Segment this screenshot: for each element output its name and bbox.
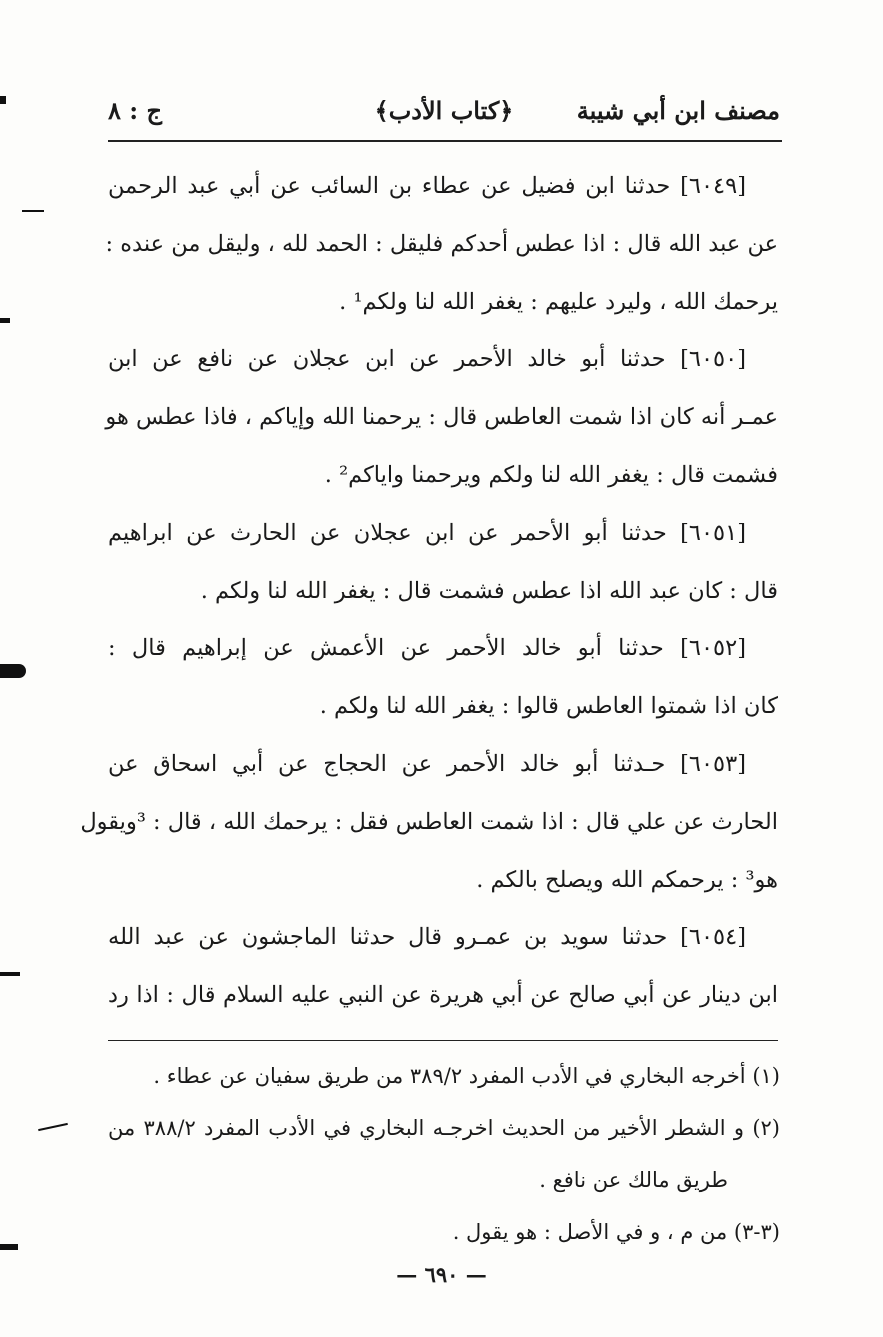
text-line: [٦٠٤٩] حدثنا ابن فضيل عن عطاء بن السائب عن أبي عبد الرحمن	[108, 173, 746, 199]
text-line: فشمت قال : يغفر الله لنا ولكم ويرحمنا واياكم² .	[324, 461, 778, 488]
footnote-line: (٣-٣) من م ، و في الأصل : هو يقول .	[452, 1220, 780, 1244]
text-line: ابن دينار عن أبي صالح عن أبي هريرة عن النبي عليه السلام قال : اذا رد	[108, 982, 778, 1009]
scan-mark	[0, 318, 10, 323]
book-title: مصنف ابن أبي شيبة	[576, 96, 780, 125]
text-line: [٦٠٥٣] حـدثنا أبو خالد الأحمر عن الحجاج عن أبي اسحاق عن	[108, 750, 746, 777]
text-line: هو³ : يرحمكم الله ويصلح بالكم .	[476, 866, 778, 893]
scan-mark	[22, 210, 44, 212]
scan-mark	[38, 1123, 68, 1131]
footnotes	[108, 1050, 780, 1258]
text-line: [٦٠٥٢] حدثنا أبو خالد الأحمر عن الأعمش عن إبراهيم قال :	[108, 635, 746, 662]
running-header	[108, 92, 780, 138]
footnote-line: طريق مالك عن نافع .	[539, 1168, 728, 1192]
footnote-line: (١) أخرجه البخاري في الأدب المفرد ٣٨٩/٢ من طريق سفيان عن عطاء .	[153, 1064, 780, 1088]
text-line: يرحمك الله ، وليرد عليهم : يغفر الله لنا ولكم¹ .	[339, 288, 778, 315]
page-number: — ٦٩٠ —	[396, 1262, 487, 1287]
main-text	[80, 158, 778, 1025]
scan-mark	[0, 972, 20, 976]
text-line: [٦٠٥٤] حدثنا سويد بن عمـرو قال حدثنا الماجشون عن عبد الله	[108, 924, 746, 951]
footnote-line: (٢) و الشطر الأخير من الحديث اخرجـه البخاري في الأدب المفرد ٣٨٨/٢ من	[108, 1116, 780, 1140]
footnote-rule	[108, 1040, 778, 1041]
header-rule	[108, 140, 782, 142]
text-line: الحارث عن علي قال : اذا شمت العاطس فقل : يرحمك الله ، قال : ³ويقول	[80, 808, 778, 835]
volume-number: ج : ٨	[108, 96, 162, 125]
text-line: عمـر أنه كان اذا شمت العاطس قال : يرحمنا الله وإياكم ، فاذا عطس هو	[105, 404, 778, 431]
chapter-title: ﴿كتاب الأدب﴾	[374, 96, 514, 125]
text-line: عن عبد الله قال : اذا عطس أحدكم فليقل : الحمد لله ، وليقل من عنده :	[105, 230, 778, 257]
scan-mark	[0, 1244, 18, 1250]
text-line: كان اذا شمتوا العاطس قالوا : يغفر الله لنا ولكم .	[319, 693, 778, 720]
text-line: [٦٠٥٠] حدثنا أبو خالد الأحمر عن ابن عجلان عن نافع عن ابن	[108, 346, 746, 373]
scan-mark	[0, 664, 26, 678]
scan-mark	[0, 96, 6, 104]
text-line: [٦٠٥١] حدثنا أبو الأحمر عن ابن عجلان عن الحارث عن ابراهيم	[108, 519, 746, 546]
text-line: قال : كان عبد الله اذا عطس فشمت قال : يغفر الله لنا ولكم .	[200, 577, 778, 604]
